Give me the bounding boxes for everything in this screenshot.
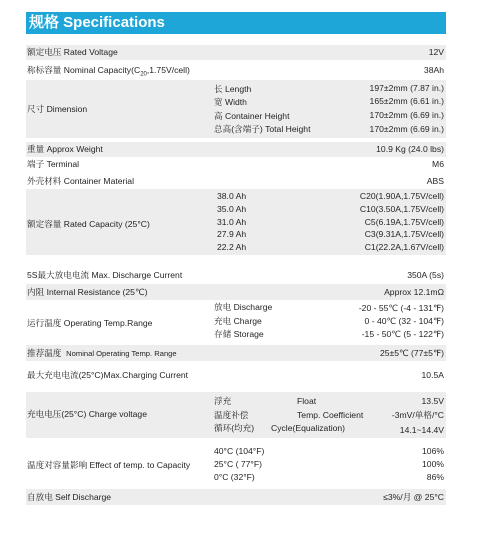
max-discharge-label: 5S最大放电电流 Max. Discharge Current [27,270,183,280]
nominal-capacity-label: 称标容量 Nominal $Capacity(C_{20},1.75V/cell)$ [27,65,190,78]
discharge-temp-name: 放电 Discharge [214,302,273,312]
rated-capacity-rate-1: C20(1.90A,1.75V/cell) [359,191,444,201]
discharge-temp-value: -20 - 55℃ (-4 - 131℉) [358,303,444,313]
storage-temp-name: 存储 Storage [214,329,264,339]
row-nominal-operating-temp [26,345,446,361]
row-container-material [26,174,446,189]
temp-effect-temp-2: 25°C ( 77°F) [214,459,262,469]
temp-effect-label: 温度对容量影响 Effect of temp. to Capacity [27,460,191,470]
rated-capacity-rate-2: C10(3.50A,1.75V/cell) [359,204,444,214]
dimension-total-height-value: 170±2mm (6.69 in.) [369,124,444,134]
self-discharge-value: ≤3%/月 @ 25°C [383,492,444,502]
dimension-length-value: 197±2mm (7.87 in.) [369,83,444,93]
float-cn: 浮充 [214,396,232,406]
approx-weight-label: 重量 Approx Weight [27,144,103,154]
row-max-charging-current [26,367,446,383]
approx-weight-value: 10.9 Kg (24.0 lbs) [376,144,444,154]
charge-voltage-label: 充电电压(25°C) Charge voltage [27,409,147,419]
cycle-en: Cycle(Equalization) [271,423,346,433]
row-temp-effect-capacity [26,443,446,487]
rated-capacity-rate-4: C3(9.31A,1.75V/cell) [364,229,444,239]
max-discharge-value: 350A (5s) [407,270,444,280]
nominal-operating-temp-label: 推荐温度 Nominal Operating Temp. Range [27,348,177,358]
temp-effect-temp-1: 40°C (104°F) [214,446,265,456]
temp-effect-value-1: 106% [422,446,444,456]
terminal-label: 端子 Terminal [27,159,80,169]
max-charging-current-label: 最大充电电流(25°C)Max.Charging Current [27,370,189,380]
row-nominal-capacity [26,62,446,77]
row-internal-resistance [26,284,446,300]
row-approx-weight [26,142,446,157]
float-value: 13.5V [421,396,444,406]
charge-temp-value: 0 - 40℃ (32 - 104℉) [364,316,444,326]
temp-coefficient-en: Temp. Coefficient [297,410,364,420]
charge-temp-name: 充电 Charge [214,316,262,326]
row-operating-temp [26,300,446,342]
row-rated-voltage [26,45,446,60]
row-max-discharge [26,267,446,283]
row-terminal [26,157,446,172]
row-dimension [26,80,446,138]
container-material-value: ABS [426,176,444,186]
container-material-label: 外壳材料 Container Material [27,176,134,186]
rated-voltage-value: 12V [428,47,444,57]
row-charge-voltage [26,392,446,438]
internal-resistance-value: Approx 12.1mΩ [384,287,444,297]
dimension-width-value: 165±2mm (6.61 in.) [369,96,444,106]
rated-capacity-ah-1: 38.0 Ah [217,191,247,201]
row-rated-capacity [26,189,446,255]
spec-title: 规格 Specifications [26,12,446,34]
dimension-total-height-name: 总高(含端子) Total Height [214,124,311,134]
float-en: Float [297,396,317,406]
rated-capacity-label: 额定容量 Rated Capacity (25°C) [27,219,150,229]
internal-resistance-label: 内阻 Internal Resistance (25℃) [27,287,148,297]
dimension-width-name: 宽 Width [214,97,247,107]
rated-capacity-rate-3: C5(6.19A,1.75V/cell) [364,217,444,227]
terminal-value: M6 [432,159,444,169]
row-self-discharge [26,489,446,505]
temp-effect-temp-3: 0°C (32°F) [214,472,255,482]
rated-capacity-ah-2: 35.0 Ah [217,204,247,214]
self-discharge-label: 自放电 Self Discharge [27,492,112,502]
cycle-value: 14.1~14.4V [399,425,444,435]
temp-effect-value-2: 100% [422,459,444,469]
dimension-height-name: 高 Container Height [214,111,290,121]
rated-capacity-ah-4: 27.9 Ah [217,229,247,239]
storage-temp-value: -15 - 50℃ (5 - 122℉) [361,329,444,339]
rated-capacity-ah-3: 31.0 Ah [217,217,247,227]
temp-coefficient-cn: 温度补偿 [214,410,249,420]
max-charging-current-value: 10.5A [421,370,444,380]
nominal-operating-temp-value: 25±5℃ (77±5℉) [379,348,444,358]
rated-voltage-label: 额定电压 Rated Voltage [27,47,118,57]
dimension-height-value: 170±2mm (6.69 in.) [369,110,444,120]
nominal-capacity-value: 38Ah [423,65,444,75]
temp-effect-value-3: 86% [426,472,444,482]
dimension-label: 尺寸 Dimension [27,104,88,114]
temp-coefficient-value: -3mV/单格/°C [391,410,444,420]
cycle-cn: 循环(均充) [214,423,255,433]
rated-capacity-ah-5: 22.2 Ah [217,242,247,252]
rated-capacity-rate-5: C1(22.2A,1.67V/cell) [364,242,444,252]
operating-temp-label: 运行温度 Operating Temp.Range [27,318,153,328]
dimension-length-name: 长 Length [214,84,252,94]
